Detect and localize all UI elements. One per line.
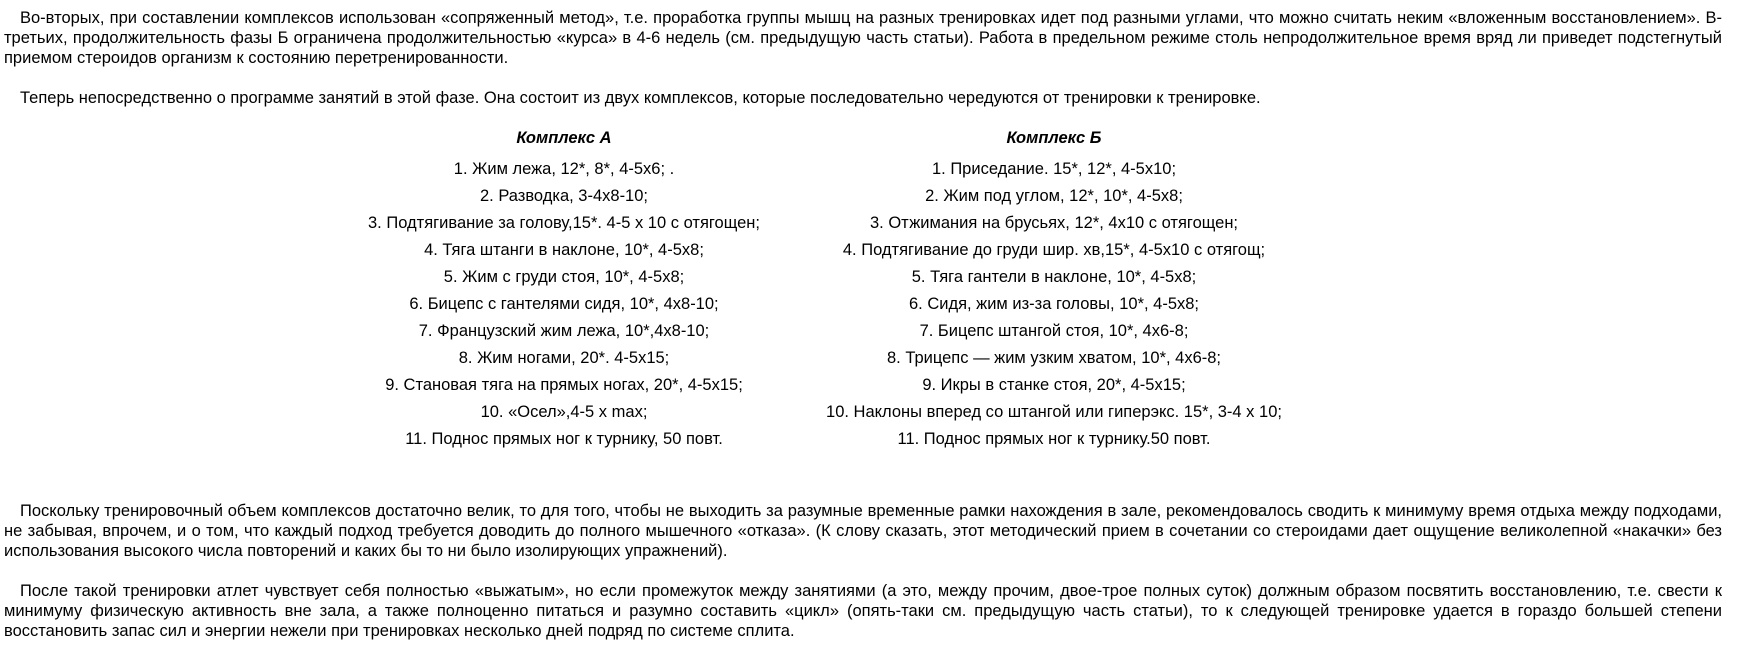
complex-b-item-1: 1. Приседание. 15*, 12*, 4-5х10;: [931, 160, 1177, 178]
complex-a-item-5: 5. Жим с груди стоя, 10*, 4-5х8;: [443, 268, 685, 286]
complex-a-item-7: 7. Французский жим лежа, 10*,4х8-10;: [418, 322, 710, 340]
complex-a-title: Комплекс А: [516, 129, 612, 147]
complex-a-item-4: 4. Тяга штанги в наклоне, 10*, 4-5х8;: [424, 241, 704, 259]
complex-b-title: Комплекс Б: [1006, 129, 1102, 147]
complex-b-item-10: 10. Наклоны вперед со штангой или гиперэкс. 15*, 3-4 х 10;: [826, 403, 1282, 421]
complex-b-item-8: 8. Трицепс — жим узким хватом, 10*, 4х6-8;: [886, 349, 1222, 367]
paragraph-2: Теперь непосредственно о программе занятий в этой фазе. Она состоит из двух комплексов, которые последовательно чередуются от тренировки к тренировке.: [20, 89, 1261, 107]
complex-a-item-11: 11. Поднос прямых ног к турнику, 50 повт.: [405, 430, 723, 448]
paragraph-1: Во-вторых, при составлении комплексов использован «сопряженный метод», т.е. проработка группы мышц на разных тренировках идет под разными углами, что можно считать неким «вложенным восстановлением». В-третьих, продолжительность фазы Б ограничена продолжительностью «курса» в 4-6 недель (см. предыдущую часть статьи). Работа в предельном режиме столь непродолжительное время вряд ли приведет подстегнутый приемом стероидов организм к состоянию перетренированности.: [4, 9, 1722, 67]
complex-b-column: [809, 128, 1299, 453]
complex-b-item-3: 3. Отжимания на брусьях, 12*, 4х10 с отягощен;: [869, 214, 1239, 232]
complex-b-item-2: 2. Жим под углом, 12*, 10*, 4-5х8;: [925, 187, 1183, 205]
complex-b-item-11: 11. Поднос прямых ног к турнику.50 повт.: [897, 430, 1211, 448]
training-complexes: [319, 128, 1722, 453]
complex-a-item-6: 6. Бицепс с гантелями сидя, 10*, 4х8-10;: [409, 295, 719, 313]
complex-a-item-9: 9. Становая тяга на прямых ногах, 20*, 4-5х15;: [385, 376, 743, 394]
complex-b-item-6: 6. Сидя, жим из-за головы, 10*, 4-5х8;: [908, 295, 1200, 313]
complex-a-item-1: 1. Жим лежа, 12*, 8*, 4-5х6; .: [453, 160, 675, 178]
complex-a-item-3: 3. Подтягивание за голову,15*. 4-5 х 10 с отягощен;: [368, 214, 760, 232]
complex-a-column: [319, 128, 809, 453]
complex-a-item-8: 8. Жим ногами, 20*. 4-5х15;: [458, 349, 670, 367]
complex-a-item-2: 2. Разводка, 3-4х8-10;: [479, 187, 648, 205]
complex-b-item-5: 5. Тяга гантели в наклоне, 10*, 4-5х8;: [911, 268, 1197, 286]
complex-b-item-9: 9. Икры в станке стоя, 20*, 4-5х15;: [922, 376, 1186, 394]
complex-b-item-4: 4. Подтягивание до груди шир. хв,15*, 4-5х10 с отягощ;: [842, 241, 1266, 259]
paragraph-4: После такой тренировки атлет чувствует себя полностью «выжатым», но если промежуток между занятиями (а это, между прочим, двое-трое полных суток) должным образом посвятить восстановлению, т.е. свести к минимуму физическую активность вне зала, а также полноценно питаться и разумно составить «цикл» (опять-таки см. предыдущую часть статьи), то к следующей тренировке удается в гораздо большей степени восстановить запас сил и энергии нежели при тренировках несколько дней подряд по системе сплита.: [4, 582, 1722, 640]
paragraph-3: Поскольку тренировочный объем комплексов достаточно велик, то для того, чтобы не выходить за разумные временные рамки нахождения в зале, рекомендовалось сводить к минимуму время отдыха между подходами, не забывая, впрочем, и о том, что каждый подход требуется доводить до полного мышечного «отказа». (К слову сказать, этот методический прием в сочетании со стероидами дает ощущение великолепной «накачки» без использования высокого числа повторений и каких бы то ни было изолирующих упражнений).: [4, 502, 1722, 560]
complex-a-item-10: 10. «Осел»,4-5 х max;: [480, 403, 648, 421]
complex-b-item-7: 7. Бицепс штангой стоя, 10*, 4х6-8;: [919, 322, 1189, 340]
